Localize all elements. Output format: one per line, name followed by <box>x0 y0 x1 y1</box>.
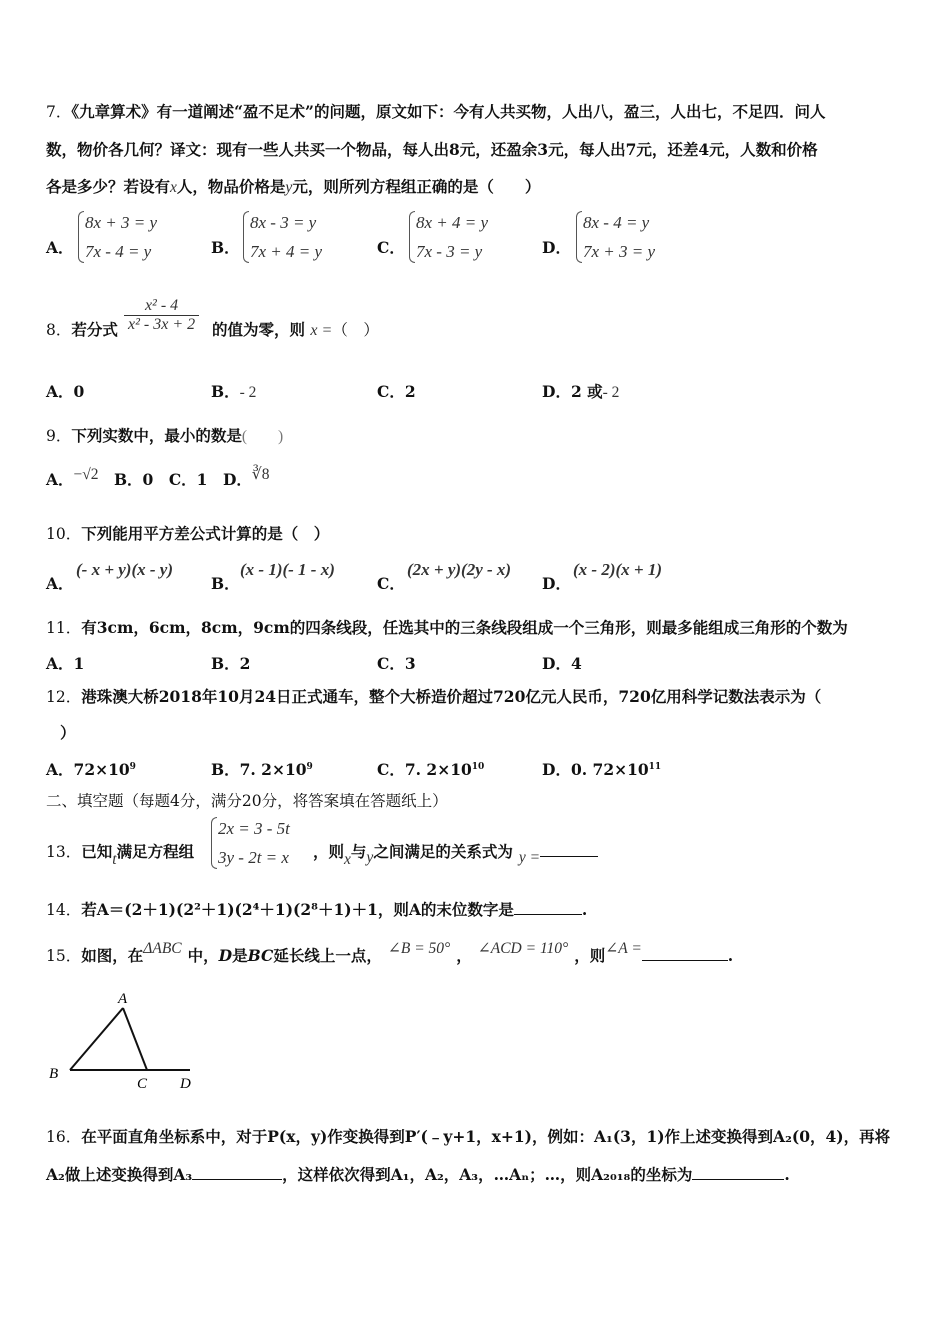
q12-b-exp: 9 <box>306 761 313 772</box>
q13-var-x: x <box>344 851 351 868</box>
q9-opt-a-label: A． <box>46 470 74 489</box>
q8-line <box>46 320 118 340</box>
q16-line2 <box>46 1165 790 1185</box>
q15-triangle: ΔABC <box>143 940 182 957</box>
q8-x-eq: x = <box>310 322 333 339</box>
q9-number: 9． <box>46 427 72 445</box>
q12-number: 12． <box>46 688 82 706</box>
q13-line-b <box>313 842 598 868</box>
figure-label-b: B <box>49 1066 59 1082</box>
q11-option-c <box>377 652 416 674</box>
q10-line <box>46 524 329 544</box>
q12-a-exp: 9 <box>129 761 136 772</box>
q8-frac-numerator: x² - 4 <box>144 297 179 314</box>
q13-post3: 之间满足的关系式为 <box>373 842 513 861</box>
q7-c-eq2: 7x - 3 = y <box>416 242 483 261</box>
q11-line <box>46 618 848 638</box>
q9-line <box>46 426 283 447</box>
q9-text: 下列实数中，最小的数是 <box>71 426 242 445</box>
q11-number: 11． <box>46 619 82 637</box>
q12-option-a <box>46 758 136 780</box>
q9-opt-bcd: B．0 C．1 D． <box>113 470 252 489</box>
q12-a-label: A． <box>46 760 74 779</box>
q12-b-base: 7. 2×10 <box>239 760 307 779</box>
q7-text-3b: 人，物品价格是 <box>176 177 286 196</box>
q15-end: . <box>727 946 734 965</box>
q13-var-y: y <box>366 849 374 866</box>
q12-option-b <box>211 758 313 780</box>
q12-text: 港珠澳大桥2018年10月24日正式通车，整个大桥造价超过720亿元人民币，720亿用科学记数法表示为（ <box>81 687 822 706</box>
q12-d-label: D． <box>542 760 571 779</box>
q9-opt-a-value: −√2 <box>73 466 99 483</box>
q13-pre: 已知 <box>81 842 113 861</box>
q11-option-a <box>46 652 84 674</box>
q10-option-c-expr: (2x + y)(2y - x) <box>407 560 512 579</box>
q8-b-label: B． <box>211 382 240 401</box>
q8-post: 的值为零，则 <box>212 320 306 339</box>
q8-c-text: 2 <box>404 382 416 401</box>
q14-line <box>46 900 587 920</box>
q8-a-text: 0 <box>73 382 85 401</box>
q16-end: . <box>784 1165 790 1184</box>
q15-pre: 如图，在 <box>81 946 144 965</box>
q7-var-y: y <box>285 179 293 196</box>
q11-d-label: D． <box>542 654 571 673</box>
q10-option-b-label: B． <box>211 574 240 593</box>
q13-number: 13． <box>46 843 82 861</box>
q13-post2: 与 <box>350 842 367 861</box>
q7-option-d-system <box>576 208 655 266</box>
q7-a-eq1: 8x + 3 = y <box>85 213 158 232</box>
q15-mid2: 是 <box>232 946 248 965</box>
q8-option-a <box>46 380 84 402</box>
q12-line2: ） <box>60 723 76 742</box>
q10-option-a-expr: (- x + y)(x - y) <box>76 560 173 579</box>
q11-option-b <box>211 652 250 674</box>
q11-a-label: A． <box>46 654 74 673</box>
q16-blank-a2018[interactable] <box>692 1178 784 1180</box>
q12-a-base: 72×10 <box>73 760 130 779</box>
q12-d-exp: 11 <box>648 761 662 772</box>
q7-c-eq1: 8x + 4 = y <box>416 213 489 232</box>
q13-var-t: t <box>112 851 117 868</box>
q15-point-d: D <box>218 946 233 965</box>
q13-post1: ，则 <box>313 842 345 861</box>
q15-angle-b: ∠B = 50° <box>387 940 451 957</box>
q14-answer-blank[interactable] <box>514 913 582 915</box>
q8-pre: 若分式 <box>71 320 118 339</box>
q13-mid: 满足方程组 <box>116 842 195 861</box>
q7-b-eq1: 8x - 3 = y <box>250 213 317 232</box>
q13-y-eq: y = <box>518 849 541 866</box>
q10-option-c-label: C． <box>377 574 405 593</box>
q7-line2: 数，物价各几何？译文：现有一些人共买一个物品，每人出8元，还盈余3元，每人出7元，还差4元，人数和价格 <box>46 140 818 159</box>
q10-number: 10． <box>46 525 82 543</box>
q12-c-exp: 10 <box>471 761 485 772</box>
q12-c-label: C． <box>377 760 405 779</box>
q11-text: 有3cm，6cm，8cm，9cm的四条线段，任选其中的三条线段组成一个三角形，则最多能组成三角形的个数为 <box>81 618 848 637</box>
q12-line <box>46 687 821 707</box>
q9-opt-d-value: ∛8 <box>251 466 270 483</box>
q11-b-label: B． <box>211 654 240 673</box>
q7-text-3a: 各是多少？若设有 <box>46 177 171 196</box>
q15-mid: 中， <box>187 946 219 965</box>
q7-number: 7． <box>46 103 72 121</box>
q8-b-text: - 2 <box>239 384 257 401</box>
q7-option-b-label: B． <box>211 238 240 257</box>
q15-mid3: 延长线上一点， <box>273 946 382 965</box>
q7-option-b-system <box>243 208 322 266</box>
q14-text: 若A＝(2＋1)(2²＋1)(2⁴＋1)(2⁸＋1)＋1，则A的末位数字是 <box>81 900 514 919</box>
q7-d-eq2: 7x + 3 = y <box>583 242 656 261</box>
q14-end: . <box>581 900 588 919</box>
q15-post: ，则 <box>574 946 606 965</box>
q12-b-label: B． <box>211 760 240 779</box>
q16-text-2a: A₂做上述变换得到A₃ <box>46 1165 193 1184</box>
q10-option-d-label: D． <box>542 574 571 593</box>
q13-line-a <box>46 842 195 868</box>
q15-angle-acd: ∠ACD = 110° <box>477 940 569 957</box>
figure-side-ac <box>123 1008 147 1070</box>
q8-line-post <box>212 320 379 341</box>
q8-frac-denominator: x² - 3x + 2 <box>124 315 199 334</box>
q7-option-c-label: C． <box>377 238 405 257</box>
q8-c-label: C． <box>377 382 405 401</box>
q15-triangle-figure <box>40 986 210 1092</box>
q11-c-text: 3 <box>404 654 416 673</box>
q10-option-b-expr: (x - 1)(- 1 - x) <box>240 560 335 579</box>
q8-d-extra: - 2 <box>602 384 620 401</box>
q7-line1 <box>46 102 825 122</box>
q10-option-a-label: A． <box>46 574 74 593</box>
q16-text-2b: ，这样依次得到A₁，A₂，A₃，…Aₙ；…，则A₂₀₁₈的坐标为 <box>282 1165 693 1184</box>
q8-option-d <box>542 380 619 402</box>
q8-d-label: D． <box>542 382 571 401</box>
q8-option-b <box>211 380 256 402</box>
q7-b-eq2: 7x + 4 = y <box>250 242 323 261</box>
q15-angle-a: ∠A = <box>605 940 642 957</box>
figure-label-a: A <box>118 991 128 1007</box>
q13-eq2: 3y - 2t = x <box>218 848 289 867</box>
q7-option-a-label: A． <box>46 238 74 257</box>
q7-option-c-system <box>409 208 488 266</box>
q11-a-text: 1 <box>73 654 85 673</box>
q16-blank-a3[interactable] <box>192 1178 282 1180</box>
q12-d-base: 0. 72×10 <box>570 760 649 779</box>
q7-text-1: 《九章算术》有一道阐述“盈不足术”的问题，原文如下：今有人共买物，人出八，盈三，人出七，不足四．问人 <box>71 102 826 121</box>
q15-sep: ， <box>456 946 472 965</box>
q11-d-text: 4 <box>570 654 582 673</box>
q11-c-label: C． <box>377 654 405 673</box>
q8-paren: （ ） <box>332 321 379 339</box>
q16-line1 <box>46 1127 890 1147</box>
q13-eq1: 2x = 3 - 5t <box>218 819 290 838</box>
q13-system <box>211 814 290 872</box>
q8-fraction <box>124 297 199 334</box>
q9-options <box>46 466 270 491</box>
q16-text-1: 在平面直角坐标系中，对于P(x，y)作变换得到P′(﹣y+1，x+1)，例如：A₁(3，1)作上述变换得到A₂(0，4)，再将 <box>81 1127 891 1146</box>
q7-option-d-label: D． <box>542 238 571 257</box>
q8-d-text: 2 或 <box>570 382 603 401</box>
q12-option-d <box>542 758 661 780</box>
q12-option-c <box>377 758 484 780</box>
q15-segment-bc: BC <box>247 946 274 965</box>
q14-number: 14． <box>46 901 82 919</box>
q7-var-x: x <box>170 179 177 196</box>
q11-b-text: 2 <box>239 654 251 673</box>
q13-answer-blank[interactable] <box>540 855 598 857</box>
q8-option-c <box>377 380 416 402</box>
q7-a-eq2: 7x - 4 = y <box>85 242 152 261</box>
q11-option-d <box>542 652 582 674</box>
q7-d-eq1: 8x - 4 = y <box>583 213 650 232</box>
q12-c-base: 7. 2×10 <box>404 760 472 779</box>
q7-text-3c: 元，则所列方程组正确的是（ ） <box>292 177 541 196</box>
section2-title: 二、填空题（每题4分，满分20分，将答案填在答题纸上） <box>46 792 448 810</box>
q15-number: 15． <box>46 947 82 965</box>
figure-side-ab <box>70 1008 123 1070</box>
figure-label-d: D <box>180 1076 191 1092</box>
q10-option-d-expr: (x - 2)(x + 1) <box>573 560 662 579</box>
q15-answer-blank[interactable] <box>642 959 728 961</box>
q15-line <box>46 940 734 967</box>
q9-paren: ( ) <box>241 428 284 445</box>
q16-number: 16． <box>46 1128 82 1146</box>
figure-label-c: C <box>137 1076 148 1092</box>
q8-number: 8． <box>46 321 72 339</box>
q8-a-label: A． <box>46 382 74 401</box>
q10-text: 下列能用平方差公式计算的是（ ） <box>81 524 330 543</box>
q7-line3 <box>46 177 540 198</box>
q7-option-a-system <box>78 208 157 266</box>
